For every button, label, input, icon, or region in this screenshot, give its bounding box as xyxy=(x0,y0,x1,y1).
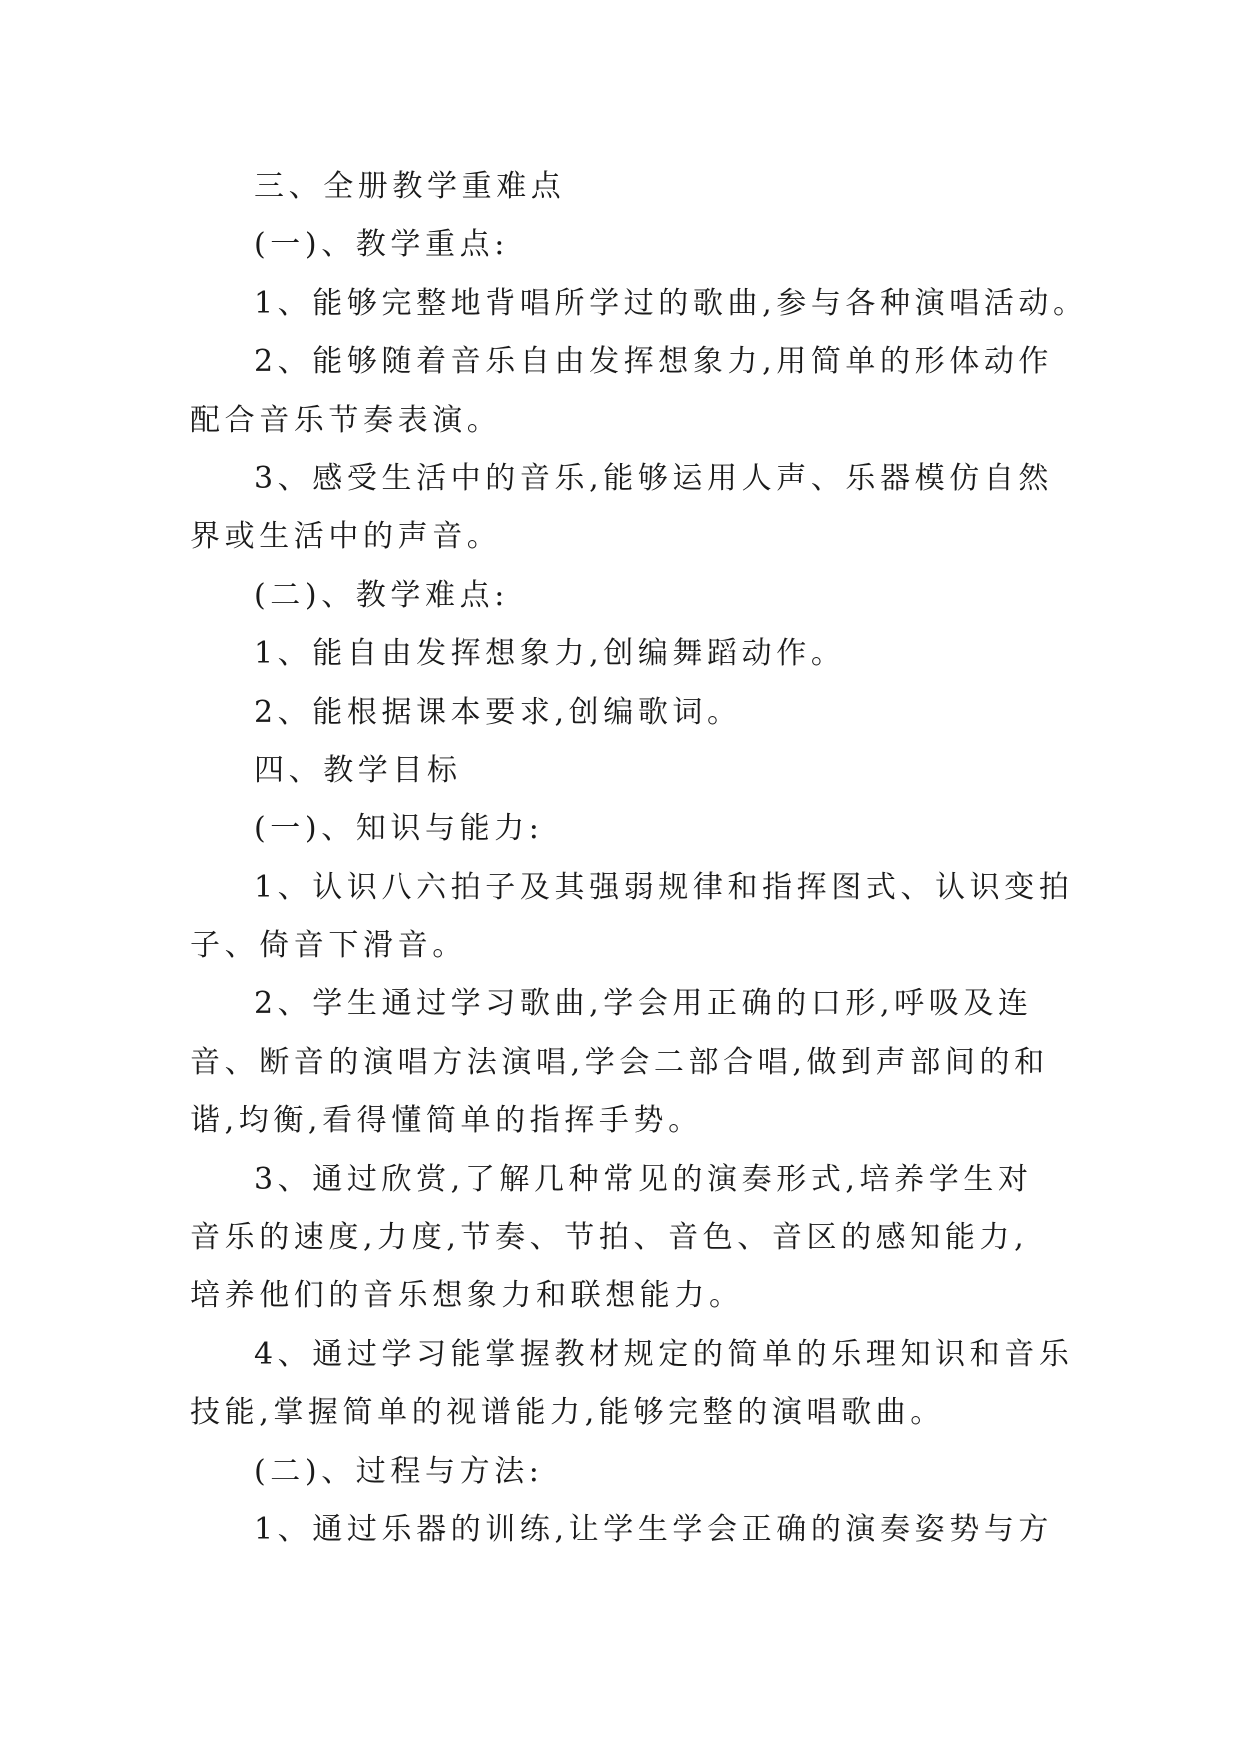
section-heading-key-difficulties: 三、全册教学重难点 xyxy=(254,169,566,204)
paragraph-line: 音、断音的演唱方法演唱,学会二部合唱,做到声部间的和 xyxy=(190,1044,1049,1080)
subheading-teaching-difficulties: (二)、教学难点: xyxy=(254,577,509,613)
section-heading-teaching-goals: 四、教学目标 xyxy=(254,752,462,788)
paragraph-line: 1、认识八六拍子及其强弱规律和指挥图式、认识变拍 xyxy=(254,869,1074,905)
paragraph-line: 1、通过乐器的训练,让学生学会正确的演奏姿势与方 xyxy=(254,1511,1054,1547)
document-body xyxy=(190,158,1088,1559)
paragraph-line: 2、能够随着音乐自由发挥想象力,用简单的形体动作 xyxy=(254,344,1054,380)
paragraph-line: 配合音乐节奏表演。 xyxy=(190,402,502,438)
paragraph-line: 1、能自由发挥想象力,创编舞蹈动作。 xyxy=(254,636,846,672)
paragraph-line: 技能,掌握简单的视谱能力,能够完整的演唱歌曲。 xyxy=(190,1395,945,1431)
paragraph-line: 界或生活中的声音。 xyxy=(190,519,502,555)
subheading-knowledge-ability: (一)、知识与能力: xyxy=(254,811,544,847)
paragraph-line: 1、能够完整地背唱所学过的歌曲,参与各种演唱活动。 xyxy=(254,285,1088,321)
paragraph-line: 2、学生通过学习歌曲,学会用正确的口形,呼吸及连 xyxy=(254,986,1033,1022)
subheading-process-method: (二)、过程与方法: xyxy=(254,1453,544,1489)
paragraph-line: 子、倚音下滑音。 xyxy=(190,928,467,964)
paragraph-line: 3、感受生活中的音乐,能够运用人声、乐器模仿自然 xyxy=(254,460,1054,496)
paragraph-line: 2、能根据课本要求,创编歌词。 xyxy=(254,694,742,730)
paragraph-line: 音乐的速度,力度,节奏、节拍、音色、音区的感知能力, xyxy=(190,1220,1029,1256)
paragraph-line: 培养他们的音乐想象力和联想能力。 xyxy=(190,1278,744,1314)
paragraph-line: 3、通过欣赏,了解几种常见的演奏形式,培养学生对 xyxy=(254,1161,1033,1197)
paragraph-line: 谐,均衡,看得懂简单的指挥手势。 xyxy=(190,1103,703,1139)
subheading-teaching-focus: (一)、教学重点: xyxy=(254,227,509,263)
paragraph-line: 4、通过学习能掌握教材规定的简单的乐理知识和音乐 xyxy=(254,1336,1074,1372)
